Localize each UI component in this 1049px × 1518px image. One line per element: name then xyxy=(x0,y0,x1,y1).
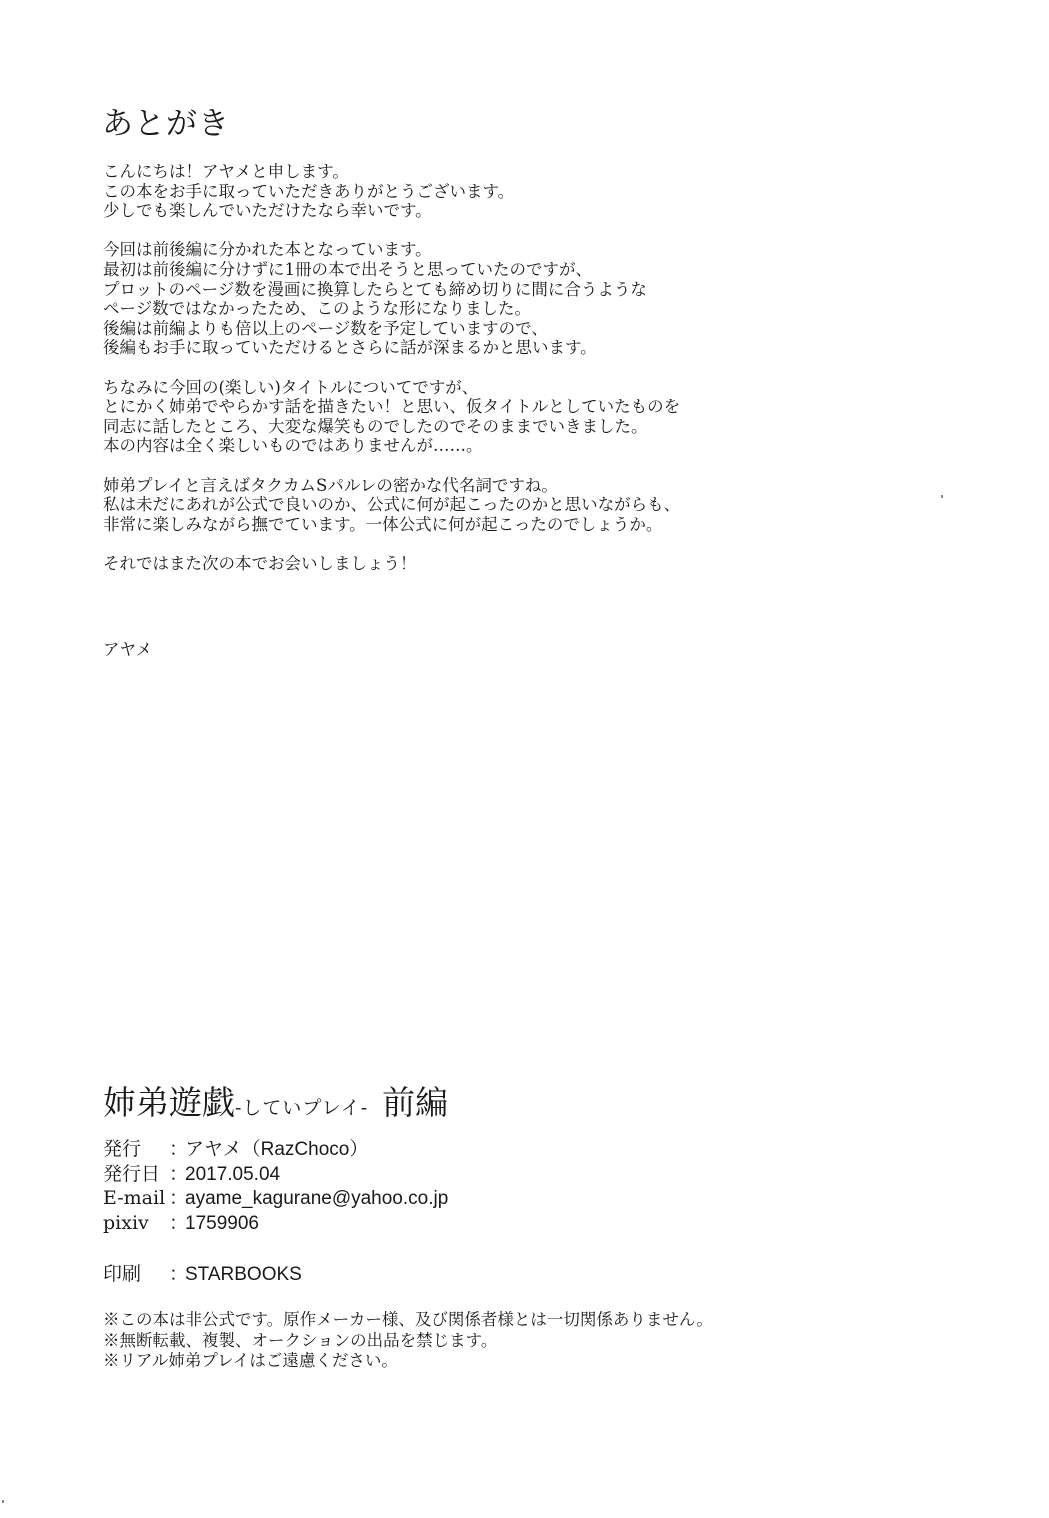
scan-speck xyxy=(941,495,943,498)
afterword-paragraph xyxy=(103,162,923,221)
afterword-line: 少しでも楽しんでいただけたなら幸いです。 xyxy=(103,201,432,221)
info-value: 1759906 xyxy=(185,1212,259,1234)
afterword-line: 今回は前後編に分かれた本となっています。 xyxy=(103,240,432,260)
info-value: ayame_kagurane@yahoo.co.jp xyxy=(185,1188,449,1209)
disclaimer-note: ※無断転載、複製、オークションの出品を禁じます。 xyxy=(103,1330,498,1350)
info-label: pixiv xyxy=(103,1211,149,1234)
book-part: 前編 xyxy=(382,1083,449,1122)
info-value: 2017.05.04 xyxy=(185,1163,281,1185)
info-row-pixiv xyxy=(103,1211,448,1236)
book-title: 姉弟遊戯 xyxy=(103,1083,235,1122)
afterword-line: 本の内容は全く楽しいものではありませんが……。 xyxy=(103,436,483,456)
afterword-line: 私は未だにあれが公式で良いのか、公式に何が起こったのかと思いながらも、 xyxy=(103,495,681,515)
disclaimer-note: ※リアル姉弟プレイはご遠慮ください。 xyxy=(103,1351,398,1370)
info-row-date xyxy=(103,1162,448,1187)
afterword-line: プロットのページ数を漫画に換算したらとても締め切りに間に合うような xyxy=(103,279,647,299)
afterword-line: 姉弟プレイと言えばタクカムSパルレの密かな代名詞ですね。 xyxy=(103,475,558,495)
afterword-line: 同志に話したところ、大変な爆笑ものでしたのでそのままでいきました。 xyxy=(103,416,648,436)
info-value: アヤメ（RazChoco） xyxy=(185,1139,369,1160)
info-separator: ： xyxy=(169,1263,189,1285)
afterword-paragraph xyxy=(103,378,923,456)
info-row-publisher xyxy=(103,1137,448,1162)
scan-speck xyxy=(2,1500,4,1503)
afterword-paragraph xyxy=(103,240,923,358)
afterword-paragraph xyxy=(103,554,923,574)
info-label: 発行 xyxy=(103,1138,142,1160)
afterword-line: それではまた次の本でお会いしましょう！ xyxy=(103,553,417,573)
info-separator: ： xyxy=(169,1187,189,1209)
info-label: 印刷 xyxy=(103,1263,142,1285)
colophon-info xyxy=(103,1137,448,1235)
afterword-line: ちなみに今回の(楽しい)タイトルについてですが、 xyxy=(103,377,479,397)
afterword-line: ページ数ではなかったため、このような形になりました。 xyxy=(103,299,532,319)
afterword-line: 後編もお手に取っていただけるとさらに話が深まるかと思います。 xyxy=(103,338,597,358)
afterword-line: この本をお手に取っていただきありがとうございます。 xyxy=(103,181,515,201)
info-row-printer xyxy=(103,1262,302,1288)
disclaimer-notes xyxy=(103,1310,713,1372)
disclaimer-note: ※この本は非公式です。原作メーカー様、及び関係者様とは一切関係ありません。 xyxy=(103,1310,713,1329)
colophon-title xyxy=(103,1082,448,1129)
info-separator: ： xyxy=(169,1162,189,1185)
afterword-line: 非常に楽しみながら撫でています。一体公式に何が起こったのでしょうか。 xyxy=(103,514,663,534)
afterword-line: とにかく姉弟でやらかす話を描きたい！と思い、仮タイトルとしていたものを xyxy=(103,397,681,417)
afterword-paragraph xyxy=(103,476,923,535)
book-subtitle: -していプレイ- xyxy=(235,1097,369,1119)
afterword-body xyxy=(103,162,923,593)
author-signature: アヤメ xyxy=(103,640,153,659)
afterword-line: こんにちは！アヤメと申します。 xyxy=(103,162,349,181)
afterword-heading: あとがき xyxy=(102,106,230,142)
info-separator: ： xyxy=(169,1138,189,1160)
afterword-line: 後編は前編よりも倍以上のページ数を予定していますので、 xyxy=(103,318,548,338)
info-label: E-mail xyxy=(103,1187,166,1209)
info-value: STARBOOKS xyxy=(185,1264,302,1285)
info-label: 発行日 xyxy=(103,1162,161,1185)
afterword-line: 最初は前後編に分けずに1冊の本で出そうと思っていたのですが、 xyxy=(103,259,592,279)
info-separator: ： xyxy=(169,1211,189,1234)
info-row-email xyxy=(103,1186,448,1211)
